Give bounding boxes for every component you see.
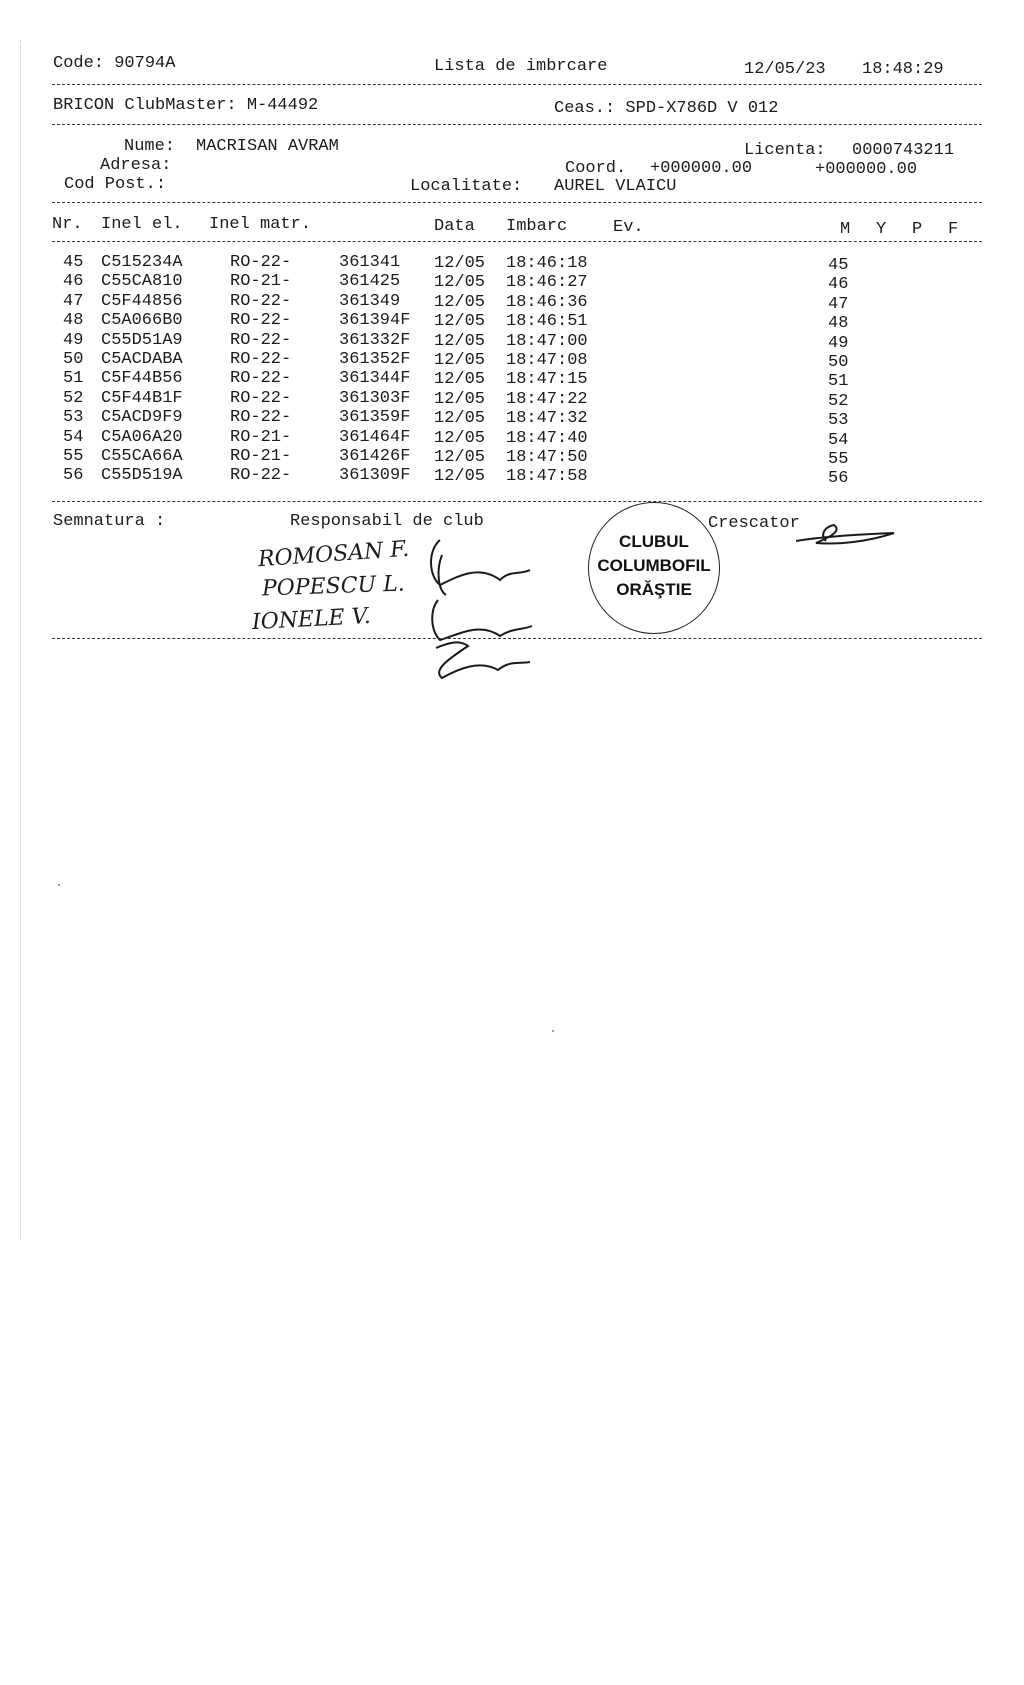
cell-inel-el: C5A06A20	[101, 427, 183, 447]
cell-time: 18:46:36	[506, 292, 588, 312]
coord-x: +000000.00	[650, 159, 753, 178]
cell-date: 12/05	[434, 351, 486, 370]
handwritten-signatures	[420, 530, 550, 680]
handwritten-name-2: POPESCU L.	[261, 571, 406, 602]
clock-id: Ceas.: SPD-X786D V 012	[554, 99, 779, 118]
print-date: 12/05/23	[744, 60, 826, 79]
cell-date: 12/05	[434, 409, 486, 429]
cell-m: 51	[828, 372, 849, 392]
table-row	[0, 389, 1024, 409]
cell-time: 18:47:40	[506, 428, 588, 448]
cell-time: 18:46:51	[506, 312, 588, 332]
separator-line	[52, 124, 982, 125]
cell-m: 49	[828, 333, 849, 353]
cell-date: 12/05	[434, 389, 486, 409]
cell-m: 54	[828, 430, 849, 450]
document-title: Lista de imbrcare	[434, 57, 608, 76]
separator-line	[52, 84, 982, 85]
cell-m: 56	[828, 469, 849, 489]
col-header-data: Data	[434, 217, 475, 236]
signature-label: Semnatura :	[53, 512, 166, 531]
cell-m: 55	[828, 450, 849, 469]
cell-m: 48	[828, 314, 849, 334]
print-time: 18:48:29	[862, 60, 944, 79]
locality-value: AUREL VLAICU	[554, 177, 677, 196]
cell-inel-matr: 361332F	[339, 330, 411, 350]
address-label: Adresa:	[100, 156, 172, 175]
coord-label: Coord.	[565, 159, 627, 178]
cell-m: 47	[828, 294, 849, 314]
cell-time: 18:47:50	[506, 448, 588, 467]
cell-inel-el: C55D51A9	[101, 330, 183, 350]
separator-line	[52, 638, 982, 639]
col-header-y: Y	[876, 220, 887, 239]
breeder-signature	[790, 515, 900, 555]
table-row	[0, 311, 1024, 334]
cell-inel-matr: 361464F	[339, 427, 411, 447]
table-row	[0, 253, 1024, 273]
scan-speck	[58, 884, 60, 886]
handwritten-name-3: IONELE V.	[251, 603, 372, 636]
col-header-inel-matr: Inel matr.	[209, 215, 312, 234]
cell-time: 18:47:32	[506, 409, 588, 429]
cell-nr: 45	[63, 253, 84, 272]
col-header-m: M	[840, 220, 851, 239]
stamp-line-1: CLUBUL	[619, 532, 689, 551]
separator-line	[52, 501, 982, 502]
cell-inel-el: C5ACD9F9	[101, 408, 183, 428]
cell-nr: 49	[63, 330, 84, 350]
cell-m: 45	[828, 256, 849, 275]
cell-inel-matr: 361352F	[339, 350, 411, 369]
cell-inel-matr: 361425	[339, 272, 401, 292]
cell-nr: 50	[63, 350, 84, 369]
scan-edge-artifact	[20, 40, 22, 1240]
cell-ring-prefix: RO-21-	[230, 272, 292, 292]
cell-ring-prefix: RO-22-	[230, 291, 292, 311]
cell-inel-el: C5ACDABA	[101, 350, 183, 369]
cell-ring-prefix: RO-21-	[230, 427, 292, 447]
cell-inel-el: C55CA66A	[101, 447, 183, 466]
col-header-imbarc: Imbarc	[506, 217, 568, 236]
cell-date: 12/05	[434, 331, 486, 351]
separator-line	[52, 202, 982, 203]
cell-inel-el: C55CA810	[101, 272, 183, 292]
cell-inel-matr: 361359F	[339, 408, 411, 428]
cell-inel-matr: 361426F	[339, 447, 411, 466]
cell-date: 12/05	[434, 428, 486, 448]
cell-nr: 52	[63, 388, 84, 408]
cell-nr: 48	[63, 311, 84, 331]
coord-y: +000000.00	[815, 160, 918, 179]
cell-nr: 47	[63, 291, 84, 311]
cell-inel-matr: 361349	[339, 291, 401, 311]
cell-inel-el: C5F44B56	[101, 369, 183, 389]
cell-time: 18:47:15	[506, 370, 588, 390]
col-header-nr: Nr.	[52, 215, 83, 234]
table-row	[0, 272, 1024, 295]
license-label: Licenta:	[744, 141, 826, 160]
col-header-ev: Ev.	[613, 218, 644, 237]
scan-speck	[552, 1030, 554, 1032]
cell-ring-prefix: RO-22-	[230, 466, 292, 486]
cell-time: 18:47:00	[506, 331, 588, 351]
license-number: 0000743211	[852, 141, 955, 160]
cell-ring-prefix: RO-22-	[230, 369, 292, 389]
cell-nr: 46	[63, 272, 84, 292]
club-stamp	[588, 502, 720, 634]
club-master-id: BRICON ClubMaster: M-44492	[53, 96, 319, 115]
cell-date: 12/05	[434, 292, 486, 312]
cell-inel-el: C5F44856	[101, 291, 183, 311]
cell-inel-el: C5A066B0	[101, 311, 183, 331]
cell-m: 50	[828, 353, 849, 372]
cell-inel-matr: 361394F	[339, 311, 411, 331]
table-row	[0, 428, 1024, 448]
cell-ring-prefix: RO-22-	[230, 330, 292, 350]
stamp-line-3: ORĂŞTIE	[616, 580, 692, 599]
cell-ring-prefix: RO-22-	[230, 350, 292, 369]
cell-inel-matr: 361341	[339, 253, 401, 272]
cell-inel-matr: 361344F	[339, 369, 411, 389]
table-row	[0, 447, 1024, 467]
separator-line	[52, 241, 982, 242]
cell-inel-el: C515234A	[101, 253, 183, 272]
table-row	[0, 369, 1024, 392]
locality-label: Localitate:	[410, 177, 523, 196]
cell-m: 46	[828, 275, 849, 295]
document-code: Code: 90794A	[53, 54, 176, 73]
cell-nr: 54	[63, 427, 84, 447]
club-responsible-label: Responsabil de club	[290, 512, 484, 531]
breeder-label: Crescator	[708, 514, 800, 533]
cell-date: 12/05	[434, 467, 486, 487]
cell-ring-prefix: RO-22-	[230, 311, 292, 331]
cell-ring-prefix: RO-21-	[230, 447, 292, 466]
cell-date: 12/05	[434, 448, 486, 467]
table-row	[0, 408, 1024, 431]
stamp-line-2: COLUMBOFIL	[597, 556, 711, 575]
cell-m: 53	[828, 411, 849, 431]
postal-code-label: Cod Post.:	[64, 175, 167, 194]
col-header-p: P	[912, 220, 923, 239]
cell-inel-matr: 361309F	[339, 466, 411, 486]
col-header-f: F	[948, 220, 959, 239]
cell-time: 18:47:58	[506, 467, 588, 487]
cell-ring-prefix: RO-22-	[230, 408, 292, 428]
cell-nr: 55	[63, 447, 84, 466]
cell-nr: 51	[63, 369, 84, 389]
cell-date: 12/05	[434, 370, 486, 390]
cell-inel-el: C5F44B1F	[101, 388, 183, 408]
col-header-inel-el: Inel el.	[101, 215, 183, 234]
cell-date: 12/05	[434, 312, 486, 332]
cell-time: 18:47:08	[506, 351, 588, 370]
cell-nr: 53	[63, 408, 84, 428]
cell-nr: 56	[63, 466, 84, 486]
handwritten-name-1: ROMOSAN F.	[257, 536, 410, 573]
table-row	[0, 331, 1024, 351]
cell-m: 52	[828, 391, 849, 411]
table-row	[0, 466, 1024, 489]
cell-inel-matr: 361303F	[339, 388, 411, 408]
name-label: Nume:	[124, 137, 176, 156]
cell-date: 12/05	[434, 273, 486, 293]
cell-time: 18:46:27	[506, 273, 588, 293]
table-row	[0, 350, 1024, 370]
cell-inel-el: C55D519A	[101, 466, 183, 486]
cell-time: 18:47:22	[506, 389, 588, 409]
cell-ring-prefix: RO-22-	[230, 388, 292, 408]
cell-ring-prefix: RO-22-	[230, 253, 292, 272]
table-row	[0, 292, 1024, 312]
cell-time: 18:46:18	[506, 254, 588, 273]
owner-name: MACRISAN AVRAM	[196, 137, 339, 156]
cell-date: 12/05	[434, 254, 486, 273]
